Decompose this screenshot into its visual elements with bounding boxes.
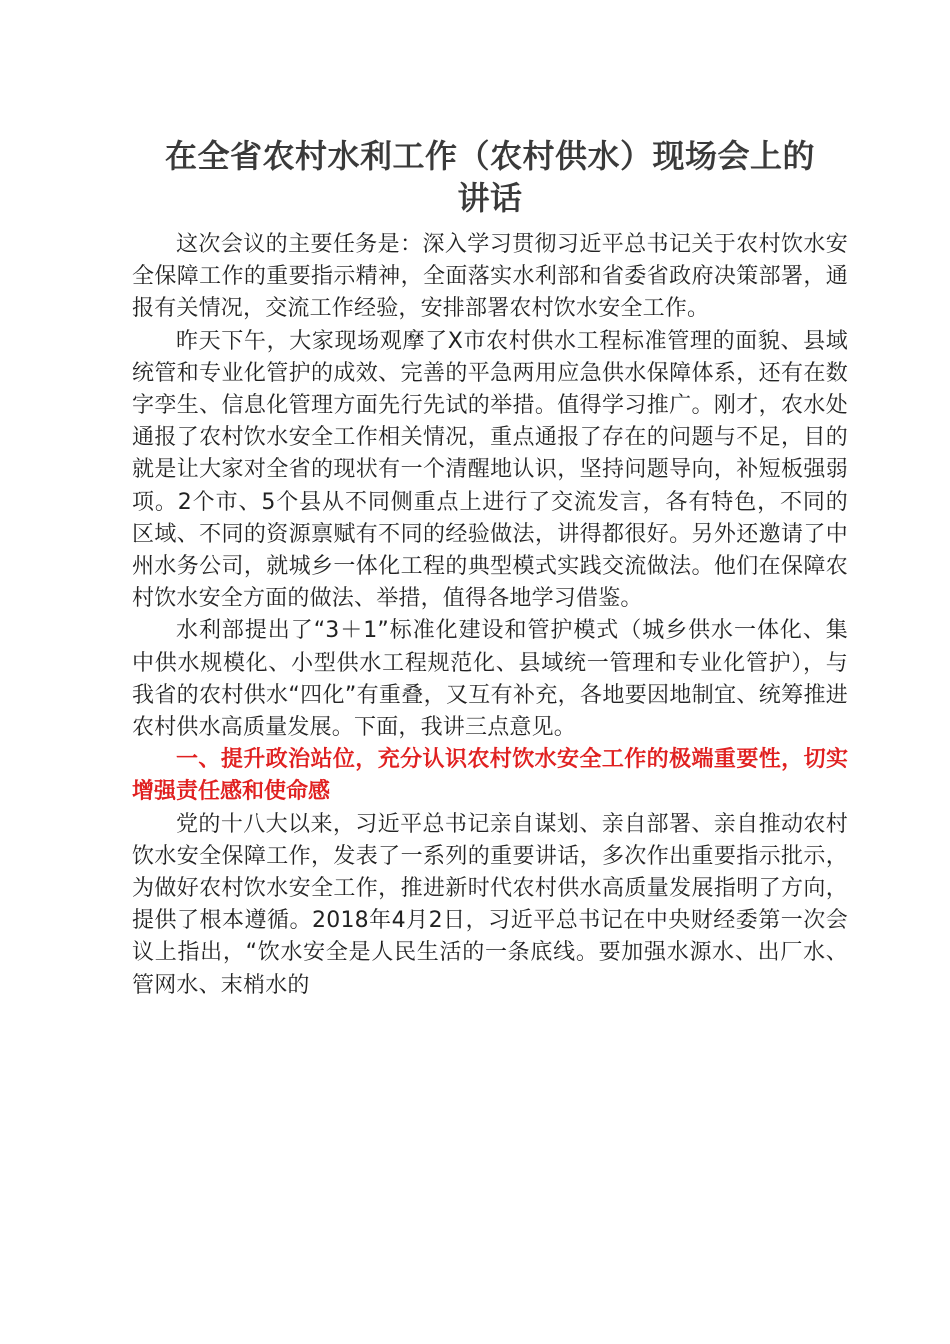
paragraph-section-1: 党的十八大以来，习近平总书记亲自谋划、亲自部署、亲自推动农村饮水安全保障工作，发表了一系列的重要讲话，多次作出重要指示批示，为做好农村饮水安全工作，推进新时代农村供水高质量发展指明了方向，提供了根本遵循。2018年4月2日，习近平总书记在中央财经委第一次会议上指出，“饮水安全是人民生活的一条底线。要加强水源水、出厂水、管网水、末梢水的 <box>132 811 848 998</box>
document-body <box>132 229 848 1002</box>
paragraph-standardization-model: 水利部提出了“3＋1”标准化建设和管护模式（城乡供水一体化、集中供水规模化、小型供水工程规范化、县域统一管理和专业化管护），与我省的农村供水“四化”有重叠，又互有补充，各地要因地制宜、统筹推进农村供水高质量发展。下面，我讲三点意见。 <box>132 618 848 741</box>
paragraph-site-visit: 昨天下午，大家现场观摩了X市农村供水工程标准管理的面貌、县域统管和专业化管护的成效、完善的平急两用应急供水保障体系，还有在数字孪生、信息化管理方面先行先试的举措。值得学习推广。刚才，农水处通报了农村饮水安全工作相关情况，重点通报了存在的问题与不足，目的就是让大家对全省的现状有一个清醒地认识，坚持问题导向，补短板强弱项。2个市、5个县从不同侧重点上进行了交流发言，各有特色，不同的区域、不同的资源禀赋有不同的经验做法，讲得都很好。另外还邀请了中州水务公司，就城乡一体化工程的典型模式实践交流做法。他们在保障农村饮水安全方面的做法、举措，值得各地学习借鉴。 <box>132 328 848 612</box>
title-line-1: 在全省农村水利工作（农村供水）现场会上的 <box>164 137 815 175</box>
document-title <box>132 135 848 219</box>
paragraph-meeting-tasks: 这次会议的主要任务是：深入学习贯彻习近平总书记关于农村饮水安全保障工作的重要指示精神，全面落实水利部和省委省政府决策部署，通报有关情况，交流工作经验，安排部署农村饮水安全工作。 <box>132 232 848 322</box>
title-line-2: 讲话 <box>457 179 523 217</box>
section-heading-1: 一、提升政治站位，充分认识农村饮水安全工作的极端重要性，切实增强责任感和使命感 <box>132 747 848 805</box>
document-page <box>132 135 848 1002</box>
